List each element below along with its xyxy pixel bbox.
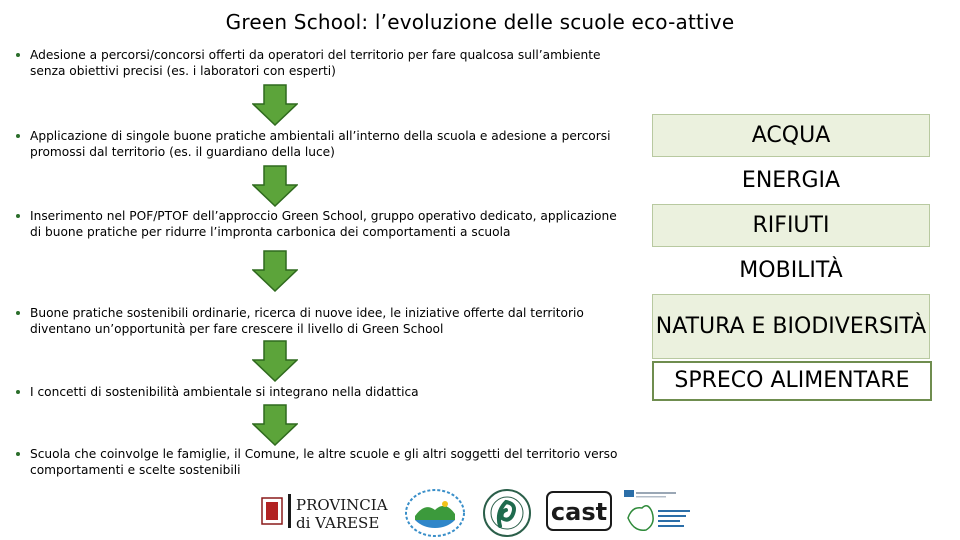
step-3 <box>14 208 630 240</box>
university-seal-logo <box>478 488 536 538</box>
topic-rifiuti: RIFIUTI <box>652 204 930 247</box>
topic-mobilita: MOBILITÀ <box>652 249 930 292</box>
step-6-text: Scuola che coinvolge le famiglie, il Comune, le altre scuole e gli altri soggetti del territorio verso comportamenti e scelte sostenibili <box>30 447 618 477</box>
step-5-text: I concetti di sostenibilità ambientale si integrano nella didattica <box>30 385 419 399</box>
cast-text: cast <box>550 498 608 526</box>
topic-energia: ENERGIA <box>652 159 930 202</box>
step-4 <box>14 305 630 337</box>
topics-list <box>652 114 930 403</box>
down-arrow-icon <box>252 340 298 382</box>
bullet-dot <box>16 214 20 218</box>
down-arrow-icon <box>252 165 298 207</box>
down-arrow-icon <box>252 84 298 126</box>
topic-acqua: ACQUA <box>652 114 930 157</box>
step-6 <box>14 446 630 478</box>
step-3-text: Inserimento nel POF/PTOF dell’approccio Green School, gruppo operativo dedicato, applicazione di buone pratiche per ridurre l’impronta carbonica dei comportamenti a scuola <box>30 209 617 239</box>
down-arrow-icon <box>252 250 298 292</box>
step-1 <box>14 47 630 79</box>
provincia-varese-logo <box>258 488 394 534</box>
bullet-dot <box>16 390 20 394</box>
page-title: Green School: l’evoluzione delle scuole eco-attive <box>225 10 735 34</box>
step-2-text: Applicazione di singole buone pratiche ambientali all’interno della scuola e adesione a percorsi promossi dal territorio (es. il guardiano della luce) <box>30 129 611 159</box>
step-5 <box>14 384 630 400</box>
scolastico-lombardia-logo <box>622 488 698 538</box>
topic-natura-biodiversita: NATURA E BIODIVERSITÀ <box>652 294 930 359</box>
bullet-dot <box>16 134 20 138</box>
cast-logo <box>546 488 612 534</box>
step-2 <box>14 128 630 160</box>
bullet-dot <box>16 53 20 57</box>
step-4-text: Buone pratiche sostenibili ordinarie, ricerca di nuove idee, le iniziative offerte dal territorio diventano un’opportunità per fare crescere il livello di Green School <box>30 306 584 336</box>
down-arrow-icon <box>252 404 298 446</box>
step-1-text: Adesione a percorsi/concorsi offerti da operatori del territorio per fare qualcosa sull’ambiente senza obiettivi precisi (es. i laboratori con esperti) <box>30 48 601 78</box>
provincia-line1: PROVINCIA <box>296 496 388 514</box>
provincia-line2: di VARESE <box>296 514 380 532</box>
bullet-dot <box>16 311 20 315</box>
bullet-dot <box>16 452 20 456</box>
topic-spreco-alimentare: SPRECO ALIMENTARE <box>652 361 932 401</box>
lake-emblem-logo <box>403 488 467 538</box>
